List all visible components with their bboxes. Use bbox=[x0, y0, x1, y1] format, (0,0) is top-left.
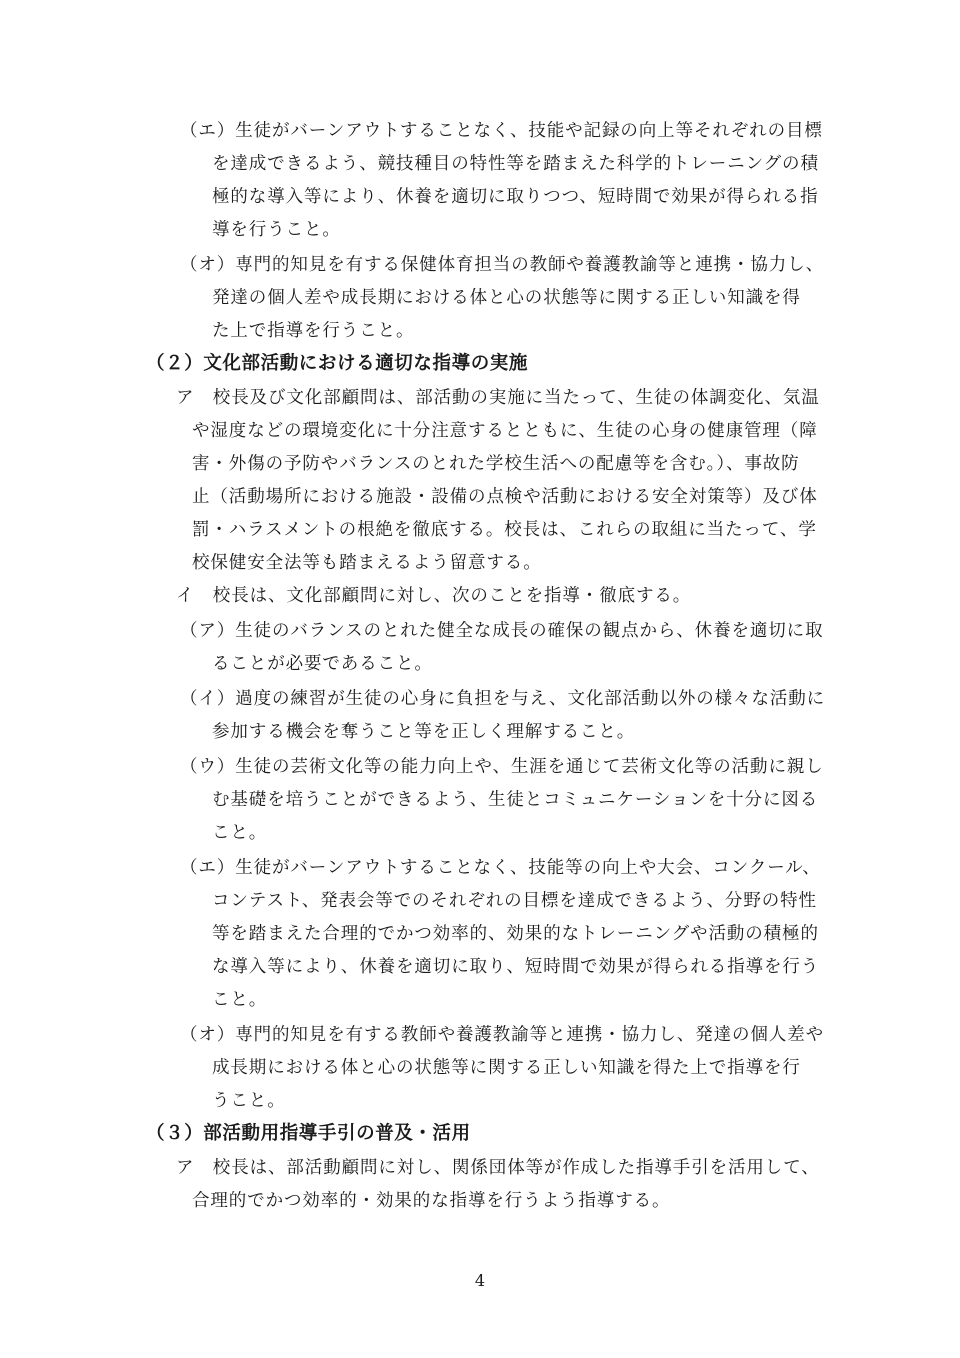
page-number: 4 bbox=[474, 1271, 486, 1290]
text-line: 合理的でかつ効率的・効果的な指導を行うよう指導する。 bbox=[192, 1191, 671, 1211]
text-line: む基礎を培うことができるよう、生徒とコミュニケーションを十分に図る bbox=[212, 790, 819, 810]
text-line: た上で指導を行うこと。 bbox=[212, 321, 415, 341]
text-line: （エ）生徒がバーンアウトすることなく、技能や記録の向上等それぞれの目標 bbox=[180, 121, 823, 141]
text-line: 発達の個人差や成長期における体と心の状態等に関する正しい知識を得 bbox=[212, 288, 801, 308]
text-line: ア 校長及び文化部顧問は、部活動の実施に当たって、生徒の体調変化、気温 bbox=[176, 388, 820, 408]
text-line: 極的な導入等により、休養を適切に取りつつ、短時間で効果が得られる指 bbox=[212, 187, 819, 207]
text-line: うこと。 bbox=[212, 1091, 286, 1111]
text-line: を達成できるよう、競技種目の特性等を踏まえた科学的トレーニングの積 bbox=[212, 154, 819, 174]
section-heading-2: （２）文化部活動における適切な指導の実施 bbox=[146, 353, 529, 374]
text-line: 止（活動場所における施設・設備の点検や活動における安全対策等）及び体 bbox=[192, 487, 818, 507]
text-line: （オ）専門的知見を有する保健体育担当の教師や養護教諭等と連携・協力し、 bbox=[180, 255, 824, 275]
section-heading-3: （３）部活動用指導手引の普及・活用 bbox=[146, 1123, 471, 1144]
text-line: こと。 bbox=[212, 990, 268, 1010]
text-line: 成長期における体と心の状態等に関する正しい知識を得た上で指導を行 bbox=[212, 1058, 801, 1078]
text-line: 罰・ハラスメントの根絶を徹底する。校長は、これらの取組に当たって、学 bbox=[192, 520, 817, 540]
text-line: ア 校長は、部活動顧問に対し、関係団体等が作成した指導手引を活用して、 bbox=[176, 1158, 820, 1178]
text-line: （エ）生徒がバーンアウトすることなく、技能等の向上や大会、コンクール、 bbox=[180, 858, 821, 878]
text-line: 導を行うこと。 bbox=[212, 220, 341, 240]
text-line: 参加する機会を奪うこと等を正しく理解すること。 bbox=[212, 722, 636, 742]
text-line: や湿度などの環境変化に十分注意するとともに、生徒の心身の健康管理（障 bbox=[192, 421, 818, 441]
text-line: （ア）生徒のバランスのとれた健全な成長の確保の観点から、休養を適切に取 bbox=[180, 621, 824, 641]
text-line: （イ）過度の練習が生徒の心身に負担を与え、文化部活動以外の様々な活動に bbox=[180, 689, 826, 709]
text-line: こと。 bbox=[212, 823, 268, 843]
text-line: ることが必要であること。 bbox=[212, 654, 433, 674]
text-line: （ウ）生徒の芸術文化等の能力向上や、生涯を通じて芸術文化等の活動に親し bbox=[180, 757, 824, 777]
text-line: な導入等により、休養を適切に取り、短時間で効果が得られる指導を行う bbox=[212, 957, 820, 977]
text-line: （オ）専門的知見を有する教師や養護教諭等と連携・協力し、発達の個人差や bbox=[180, 1025, 824, 1045]
text-line: 等を踏まえた合理的でかつ効率的、効果的なトレーニングや活動の積極的 bbox=[212, 924, 819, 944]
text-line: コンテスト、発表会等でのそれぞれの目標を達成できるよう、分野の特性 bbox=[212, 891, 817, 911]
text-line: 害・外傷の予防やバランスのとれた学校生活への配慮等を含む。）、事故防 bbox=[192, 454, 800, 474]
text-line: イ 校長は、文化部顧問に対し、次のことを指導・徹底する。 bbox=[176, 586, 692, 606]
text-line: 校保健安全法等も踏まえるよう留意する。 bbox=[192, 553, 542, 573]
